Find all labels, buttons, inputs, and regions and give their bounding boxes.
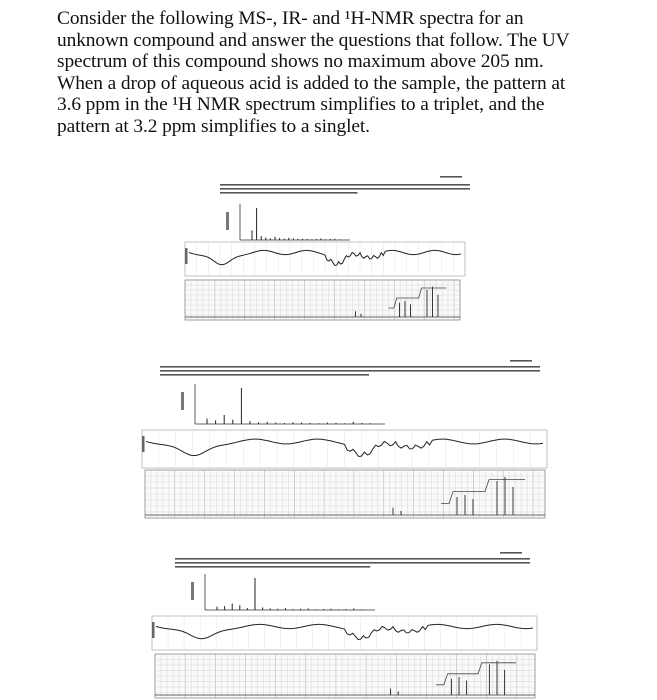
sheet-text-line bbox=[220, 184, 470, 186]
spectra-sheet-3 bbox=[150, 552, 540, 700]
sheet-text-line bbox=[220, 188, 470, 190]
ir-y-label bbox=[152, 622, 155, 638]
question-line: When a drop of aqueous acid is added to the sample, the pattern at bbox=[57, 72, 566, 94]
question-line: unknown compound and answer the questions that follow. The UV bbox=[57, 29, 570, 51]
ms-y-label bbox=[191, 582, 194, 600]
spectra-sheet-1-figure bbox=[180, 176, 480, 326]
ms-y-label bbox=[181, 392, 184, 410]
ir-y-label bbox=[185, 248, 188, 264]
spectra-sheet-2-figure bbox=[140, 360, 550, 525]
sheet-text-line bbox=[175, 566, 370, 568]
question-line: spectrum of this compound shows no maximum above 205 nm. bbox=[57, 51, 544, 73]
sheet-header-mark bbox=[500, 552, 522, 554]
sheet-text-line bbox=[160, 366, 540, 368]
sheet-text-line bbox=[175, 562, 530, 564]
spectra-sheet-3-figure bbox=[150, 552, 540, 700]
ir-y-label bbox=[142, 436, 145, 452]
spectra-sheet-2 bbox=[140, 360, 550, 525]
sheet-header-mark bbox=[440, 176, 462, 178]
question-line: Consider the following MS-, IR- and ¹H-NMR spectra for an bbox=[57, 8, 524, 29]
question-line: 3.6 ppm in the ¹H NMR spectrum simplifies to a triplet, and the bbox=[57, 94, 545, 116]
spectra-sheet-1 bbox=[180, 176, 480, 326]
sheet-text-line bbox=[160, 370, 540, 372]
question-line: pattern at 3.2 ppm simplifies to a singlet. bbox=[57, 115, 370, 137]
sheet-text-line bbox=[160, 374, 369, 376]
sheet-text-line bbox=[220, 192, 358, 194]
sheet-header-mark bbox=[510, 360, 532, 362]
question-text bbox=[57, 8, 617, 138]
sheet-text-line bbox=[175, 558, 530, 560]
ms-y-label bbox=[226, 212, 229, 230]
